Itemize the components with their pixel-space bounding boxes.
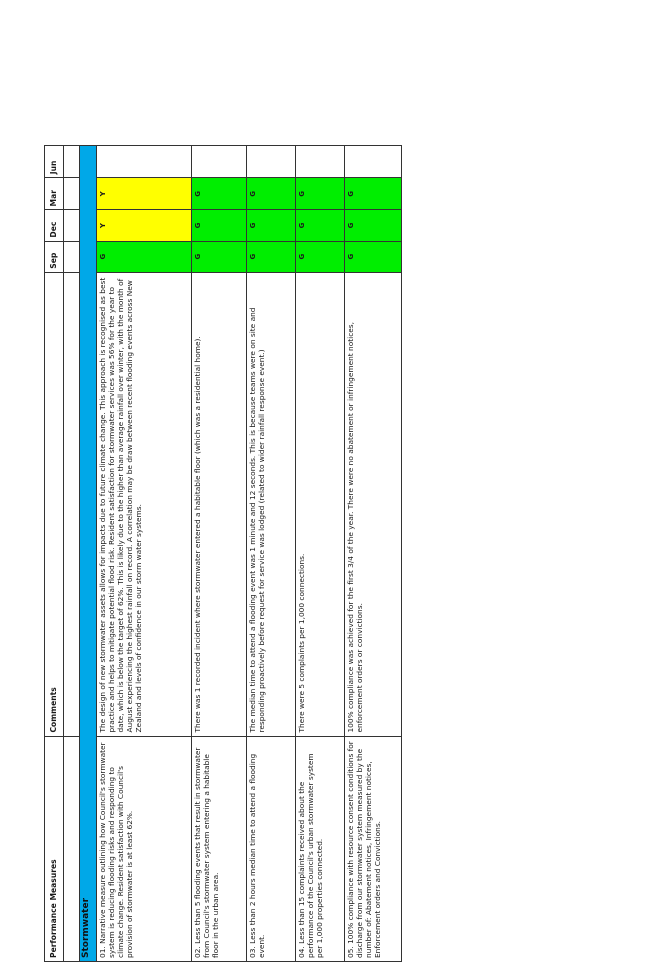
header-comments: Comments	[45, 272, 64, 736]
comment-cell: The design of new stormwater assets allows for impacts due to future climate change. This approach is recognised as best practice and helps to mitigate potential flood risk. Resident satisfaction for stormwater services was 56% for the year to date, which is below the target of 62%. This is likely due to the higher than average rainfall over winter, with the month of August experiencing the highest rainfall on record. A correlation may be draw between recent flooding events across New Zealand and levels of confidence in our storm water systems.	[97, 272, 192, 736]
spacer-cell	[64, 210, 80, 241]
rag-sep-cell	[192, 241, 247, 272]
rag-mar-cell	[97, 178, 192, 210]
spacer-cell	[64, 178, 80, 210]
rag-dec-cell	[296, 210, 345, 241]
measure-cell: 02. Less than 5 flooding events that result in stormwater from Council's stormwater system entering a habitable floor in the urban area.	[192, 736, 247, 961]
rag-dec-cell	[345, 210, 402, 241]
header-row	[45, 146, 64, 962]
rag-status-badge	[297, 146, 308, 177]
rag-jun-cell	[247, 146, 296, 178]
rag-status-badge	[98, 146, 109, 177]
rag-jun-cell	[97, 146, 192, 178]
rag-status-badge: G	[194, 190, 202, 197]
header-performance-measures: Performance Measures	[45, 736, 64, 961]
rag-jun-cell	[296, 146, 345, 178]
header-dec: Dec	[45, 210, 64, 241]
rag-status-badge: G	[347, 253, 355, 260]
rag-status-badge: Y	[99, 191, 107, 197]
rag-mar-cell	[345, 178, 402, 210]
table-row	[247, 146, 296, 962]
rag-status-badge: G	[194, 222, 202, 229]
measure-cell: 03. Less than 2 hours median time to attend a flooding event.	[247, 736, 296, 961]
measure-cell: 01. Narrative measure outlining how Council's stormwater system is reducing flooding risks and responding to climate change. Resident satisfaction with Council's provision of stormwater is at least 62%.	[97, 736, 192, 961]
rag-jun-cell	[345, 146, 402, 178]
measure-cell: 05. 100% compliance with resource consent conditions for discharge from our stormwater system measured by the number of: Abatement notices, Infringement notices, Enforcement orders and Convictions.	[345, 736, 402, 961]
rag-status-badge: G	[194, 253, 202, 260]
header-sep: Sep	[45, 241, 64, 272]
table-row	[345, 146, 402, 962]
measure-cell: 04. Less than 15 complaints received about the performance of the Council's urban stormwater system per 1,000 properties connected.	[296, 736, 345, 961]
rag-status-badge: G	[249, 190, 257, 197]
header-mar: Mar	[45, 178, 64, 210]
rag-status-badge: G	[298, 190, 306, 197]
section-title: Stormwater	[80, 146, 97, 962]
section-row	[80, 146, 97, 962]
spacer-cell	[64, 146, 80, 178]
rag-status-badge: G	[347, 222, 355, 229]
rag-dec-cell	[97, 210, 192, 241]
rotated-table-wrapper	[44, 145, 412, 962]
rag-mar-cell	[247, 178, 296, 210]
rag-status-badge: Y	[99, 222, 107, 229]
table-row	[97, 146, 192, 962]
rag-sep-cell	[247, 241, 296, 272]
rag-status-badge: G	[298, 253, 306, 260]
performance-measures-table	[44, 145, 402, 962]
rag-mar-cell	[296, 178, 345, 210]
rag-status-badge	[193, 146, 204, 177]
rag-status-badge: G	[249, 253, 257, 260]
rag-status-badge: G	[347, 190, 355, 197]
rag-sep-cell	[97, 241, 192, 272]
spacer-cell	[64, 736, 80, 961]
comment-cell: The median time to attend a flooding event was 1 minute and 12 seconds. This is because teams were on site and responding proactively before request for service was lodged (related to wider rainfall response event.)	[247, 272, 296, 736]
rag-status-badge: G	[249, 222, 257, 229]
header-jun: Jun	[45, 146, 64, 178]
spacer-cell	[64, 241, 80, 272]
spacer-row	[64, 146, 80, 962]
rag-jun-cell	[192, 146, 247, 178]
rag-dec-cell	[192, 210, 247, 241]
table-row	[192, 146, 247, 962]
comment-cell: 100% compliance was achieved for the first 3/4 of the year. There were no abatement or infringement notices, enforcement orders or convictions.	[345, 272, 402, 736]
rag-sep-cell	[345, 241, 402, 272]
rag-dec-cell	[247, 210, 296, 241]
spacer-cell	[64, 272, 80, 736]
rag-mar-cell	[192, 178, 247, 210]
comment-cell: There was 1 recorded incident where stormwater entered a habitable floor (which was a residential home).	[192, 272, 247, 736]
rag-status-badge: G	[99, 253, 107, 260]
rag-status-badge: G	[298, 222, 306, 229]
rag-status-badge	[346, 146, 357, 177]
rag-sep-cell	[296, 241, 345, 272]
rag-status-badge	[248, 146, 259, 177]
comment-cell: There were 5 complaints per 1,000 connections.	[296, 272, 345, 736]
table-row	[296, 146, 345, 962]
